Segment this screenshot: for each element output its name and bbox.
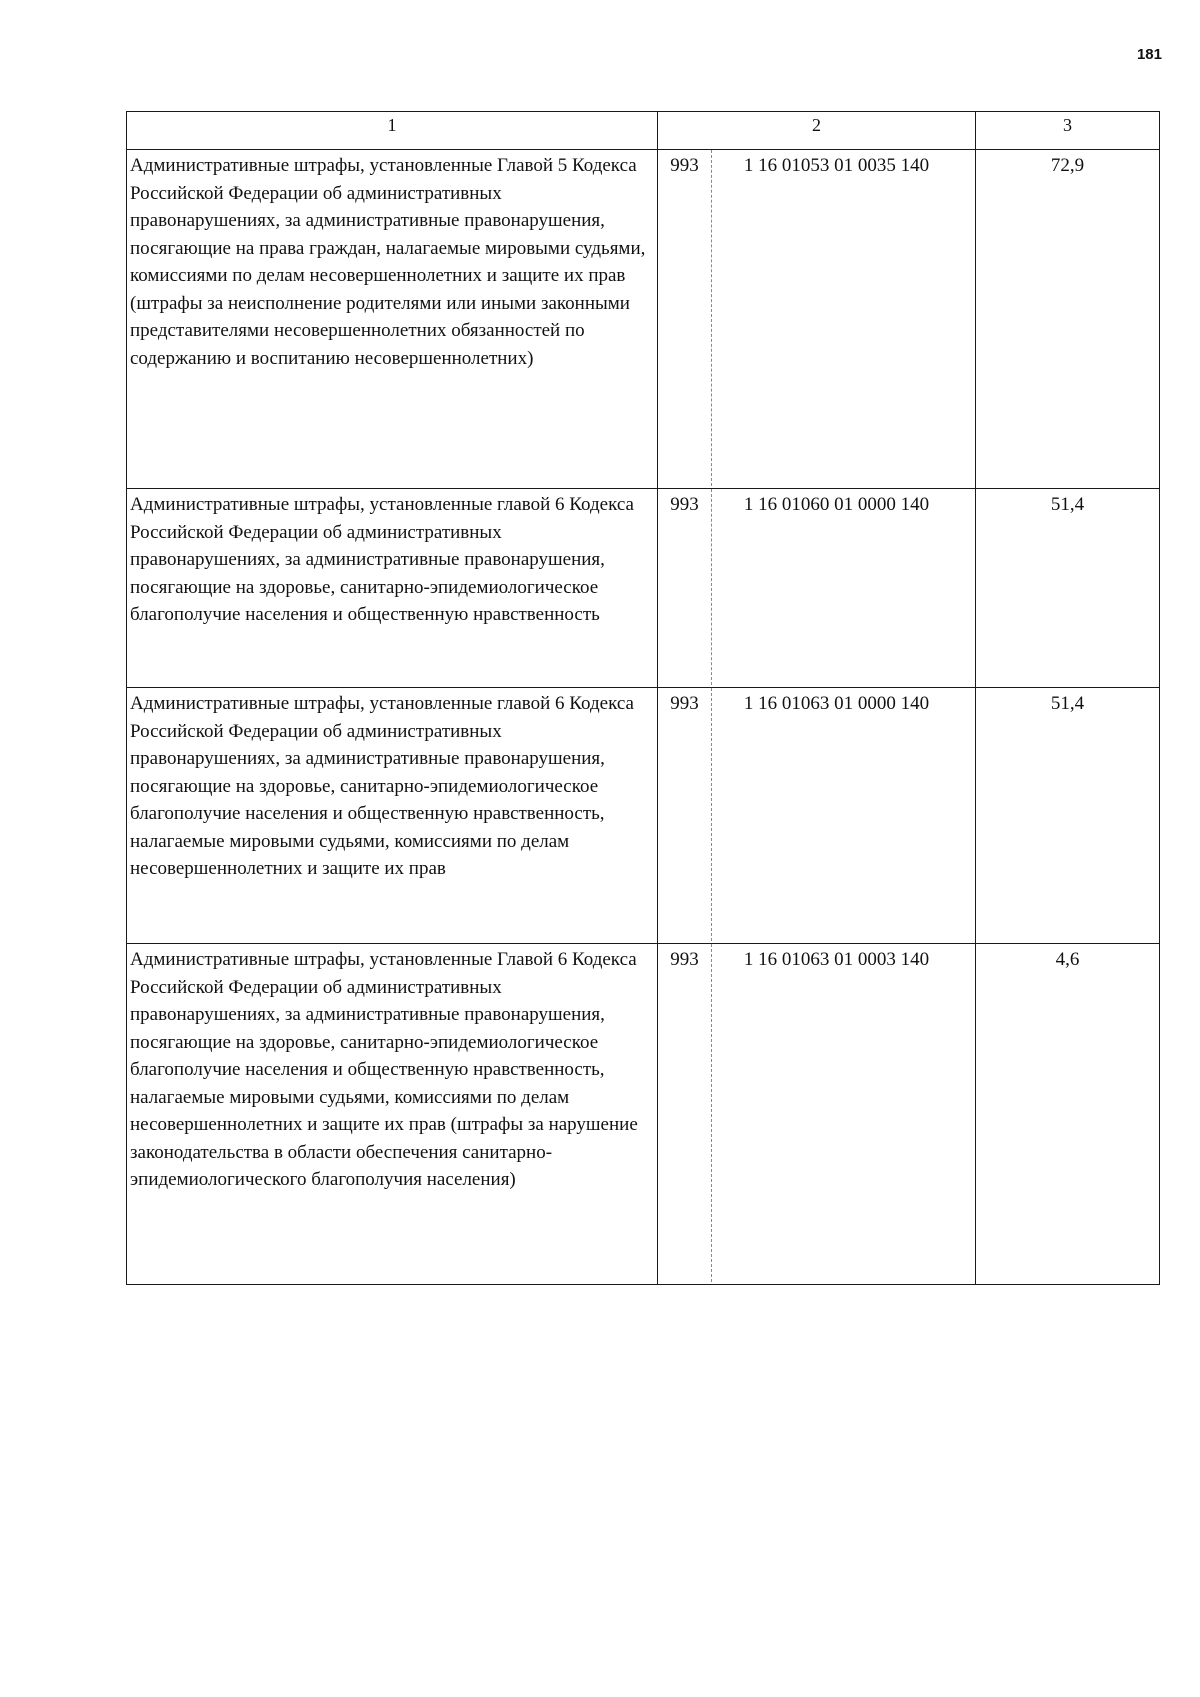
row-description: Административные штрафы, установленные Главой 6 Кодекса Российской Федерации об административных правонарушениях, за административные правонарушения, посягающие на здоровье, санитарно-эпидемиологическое благополучие населения и общественную нравственность, налагаемые мировыми судьями, комиссиями по делам несовершеннолетних и защите их прав (штрафы за нарушение законодательства в области обеспечения санитарно-эпидемиологического благополучия населения) — [127, 944, 658, 1285]
row-code-cell — [658, 150, 976, 489]
row-amount: 51,4 — [976, 489, 1160, 688]
header-col-1: 1 — [127, 112, 658, 150]
row-code-cell — [658, 489, 976, 688]
kbk-code: 1 16 01053 01 0035 140 — [743, 155, 930, 176]
revenue-table — [126, 111, 1160, 1285]
table-row — [127, 150, 1160, 489]
row-amount: 51,4 — [976, 688, 1160, 944]
table-row — [127, 489, 1160, 688]
page-number: 181 — [1136, 46, 1162, 63]
row-amount: 72,9 — [976, 150, 1160, 489]
row-description: Административные штрафы, установленные Главой 5 Кодекса Российской Федерации об административных правонарушениях, за административные правонарушения, посягающие на права граждан, налагаемые мировыми судьями, комиссиями по делам несовершеннолетних и защите их прав (штрафы за неисполнение родителями или иными законными представителями несовершеннолетних обязанностей по содержанию и воспитанию несовершеннолетних) — [127, 150, 658, 489]
table-row — [127, 688, 1160, 944]
row-description: Административные штрафы, установленные главой 6 Кодекса Российской Федерации об административных правонарушениях, за административные правонарушения, посягающие на здоровье, санитарно-эпидемиологическое благополучие населения и общественную нравственность — [127, 489, 658, 688]
admin-code: 993 — [658, 944, 712, 1282]
kbk-code: 1 16 01060 01 0000 140 — [743, 494, 930, 515]
row-code-cell — [658, 944, 976, 1285]
row-code-cell — [658, 688, 976, 944]
row-amount: 4,6 — [976, 944, 1160, 1285]
admin-code: 993 — [658, 489, 712, 685]
row-description: Административные штрафы, установленные главой 6 Кодекса Российской Федерации об административных правонарушениях, за административные правонарушения, посягающие на здоровье, санитарно-эпидемиологическое благополучие населения и общественную нравственность, налагаемые мировыми судьями, комиссиями по делам несовершеннолетних и защите их прав — [127, 688, 658, 944]
kbk-code: 1 16 01063 01 0000 140 — [743, 693, 930, 714]
kbk-code: 1 16 01063 01 0003 140 — [743, 949, 930, 970]
admin-code: 993 — [658, 150, 712, 486]
admin-code: 993 — [658, 688, 712, 941]
header-col-3: 3 — [976, 112, 1160, 150]
table-row — [127, 944, 1160, 1285]
header-col-2: 2 — [658, 112, 976, 150]
table-header-row — [127, 112, 1160, 150]
